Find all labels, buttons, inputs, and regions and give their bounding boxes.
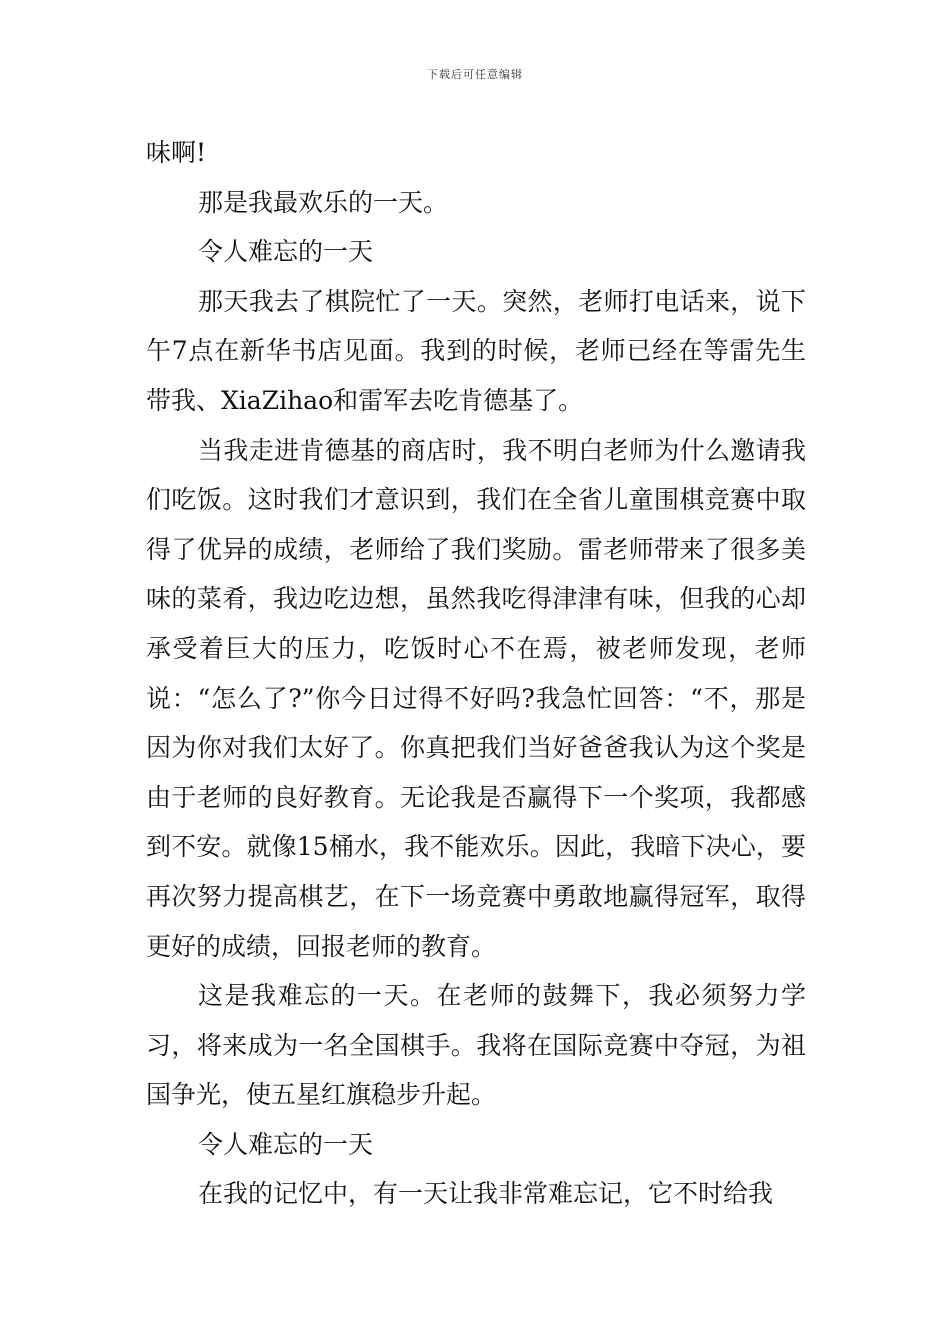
paragraph: 那天我去了棋院忙了一天。突然，老师打电话来，说下午7点在新华书店见面。我到的时候，老师已经在等雷先生带我、XiaZihao和雷军去吃肯德基了。: [146, 286, 806, 415]
paragraph: 当我走进肯德基的商店时，我不明白老师为什么邀请我们吃饭。这时我们才意识到，我们在全省儿童围棋竞赛中取得了优异的成绩，老师给了我们奖励。雷老师带来了很多美味的菜肴，我边吃边想，虽然我吃得津津有味，但我的心却承受着巨大的压力，吃饭时心不在焉，被老师发现，老师说：“怎么了?”你今日过得不好吗?我急忙回答：“不，那是因为你对我们太好了。你真把我们当好爸爸我认为这个奖是由于老师的良好教育。无论我是否赢得下一个奖项，我都感到不安。就像15桶水，我不能欢乐。因此，我暗下决心，要再次努力提高棋艺，在下一场竞赛中勇敢地赢得冠军，取得更好的成绩，回报老师的教育。: [146, 435, 806, 961]
essay-title: 令人难忘的一天: [198, 237, 374, 267]
document-body: [146, 128, 806, 1219]
paragraph-continuation: 味啊!: [146, 138, 207, 167]
paragraph: 在我的记忆中，有一天让我非常难忘记，它不时给我: [198, 1179, 774, 1209]
paragraph: 那是我最欢乐的一天。: [198, 187, 449, 217]
paragraph: 这是我难忘的一天。在老师的鼓舞下，我必须努力学习，将来成为一名全国棋手。我将在国际竞赛中夺冠，为祖国争光，使五星红旗稳步升起。: [146, 981, 806, 1110]
page-header: 下载后可任意编辑: [427, 68, 523, 81]
essay-title: 令人难忘的一天: [198, 1129, 374, 1159]
